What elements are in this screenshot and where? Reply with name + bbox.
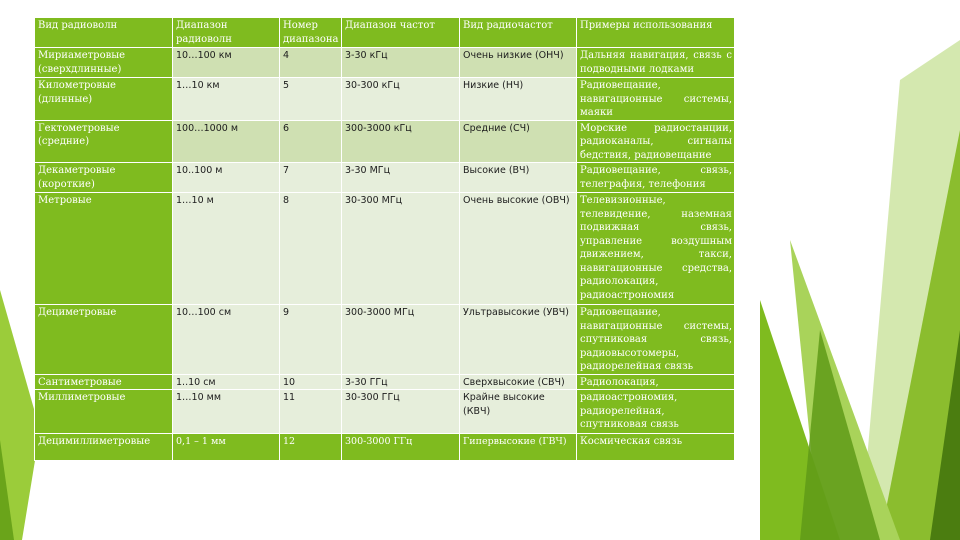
- wavelength-cell: 0,1 – 1 мм: [173, 434, 280, 461]
- table-row: [35, 163, 735, 193]
- header-cell: Номер диапазона: [280, 18, 342, 48]
- usage-cell: Радиовещание, навигационные системы, маяки: [577, 78, 735, 121]
- wave-type-cell: Миллиметровые: [35, 390, 173, 434]
- table-row: [35, 193, 735, 305]
- band-number-cell: 9: [280, 305, 342, 375]
- frequency-type-cell: Низкие (НЧ): [460, 78, 577, 121]
- wave-type-cell: Мириаметровые (сверхдлинные): [35, 48, 173, 78]
- frequency-type-cell: Очень высокие (ОВЧ): [460, 193, 577, 305]
- table-row: [35, 374, 735, 390]
- frequency-type-cell: Крайне высокие (КВЧ): [460, 390, 577, 434]
- wave-type-cell: Метровые: [35, 193, 173, 305]
- wavelength-cell: 1…10 мм: [173, 390, 280, 434]
- header-cell: Вид радиочастот: [460, 18, 577, 48]
- usage-cell: радиоастрономия, радиорелейная, спутниковая связь: [577, 390, 735, 434]
- radio-waves-table: [34, 17, 735, 461]
- header-cell: Вид радиоволн: [35, 18, 173, 48]
- wave-type-cell: Гектометровые (средние): [35, 120, 173, 163]
- wavelength-cell: 1..10 см: [173, 374, 280, 390]
- frequency-range-cell: 300-3000 МГц: [342, 305, 460, 375]
- frequency-range-cell: 300-3000 кГц: [342, 120, 460, 163]
- usage-cell: Морские радиостанции, радиоканалы, сигналы бедствия, радиовещание: [577, 120, 735, 163]
- frequency-type-cell: Средние (СЧ): [460, 120, 577, 163]
- usage-cell: Космическая связь: [577, 434, 735, 461]
- table-row: [35, 48, 735, 78]
- frequency-range-cell: 300-3000 ГГц: [342, 434, 460, 461]
- usage-cell: Дальняя навигация, связь с подводными лодками: [577, 48, 735, 78]
- frequency-range-cell: 30-300 кГц: [342, 78, 460, 121]
- frequency-type-cell: Гипервысокие (ГВЧ): [460, 434, 577, 461]
- header-cell: Диапазон радиоволн: [173, 18, 280, 48]
- wavelength-cell: 10..100 м: [173, 163, 280, 193]
- band-number-cell: 10: [280, 374, 342, 390]
- wave-type-cell: Децимиллиметровые: [35, 434, 173, 461]
- table-row: [35, 78, 735, 121]
- wavelength-cell: 10…100 см: [173, 305, 280, 375]
- frequency-range-cell: 30-300 МГц: [342, 193, 460, 305]
- wavelength-cell: 1…10 м: [173, 193, 280, 305]
- frequency-type-cell: Высокие (ВЧ): [460, 163, 577, 193]
- table-header-row: [35, 18, 735, 48]
- band-number-cell: 12: [280, 434, 342, 461]
- band-number-cell: 8: [280, 193, 342, 305]
- table-row: [35, 120, 735, 163]
- frequency-type-cell: Сверхвысокие (СВЧ): [460, 374, 577, 390]
- radio-waves-table-container: [34, 17, 734, 461]
- wavelength-cell: 1…10 км: [173, 78, 280, 121]
- band-number-cell: 5: [280, 78, 342, 121]
- frequency-range-cell: 30-300 ГГц: [342, 390, 460, 434]
- header-cell: Диапазон частот: [342, 18, 460, 48]
- table-row: [35, 390, 735, 434]
- band-number-cell: 6: [280, 120, 342, 163]
- wavelength-cell: 100…1000 м: [173, 120, 280, 163]
- wave-type-cell: Километровые (длинные): [35, 78, 173, 121]
- wavelength-cell: 10…100 км: [173, 48, 280, 78]
- frequency-range-cell: 3-30 ГГц: [342, 374, 460, 390]
- frequency-type-cell: Очень низкие (ОНЧ): [460, 48, 577, 78]
- usage-cell: Радиовещание, навигационные системы, спутниковая связь, радиовысотомеры, радиорелейная связь: [577, 305, 735, 375]
- frequency-type-cell: Ультравысокие (УВЧ): [460, 305, 577, 375]
- frequency-range-cell: 3-30 МГц: [342, 163, 460, 193]
- usage-cell: Телевизионные, телевидение, наземная подвижная связь, управление воздушным движением, такси, навигационные средства, радиолокация, радиоастрономия: [577, 193, 735, 305]
- band-number-cell: 11: [280, 390, 342, 434]
- wave-type-cell: Сантиметровые: [35, 374, 173, 390]
- usage-cell: Радиовещание, связь, телеграфия, телефония: [577, 163, 735, 193]
- table-row: [35, 434, 735, 461]
- header-cell: Примеры использования: [577, 18, 735, 48]
- wave-type-cell: Дециметровые: [35, 305, 173, 375]
- band-number-cell: 7: [280, 163, 342, 193]
- table-row: [35, 305, 735, 375]
- band-number-cell: 4: [280, 48, 342, 78]
- usage-cell: Радиолокация,: [577, 374, 735, 390]
- wave-type-cell: Декаметровые (короткие): [35, 163, 173, 193]
- frequency-range-cell: 3-30 кГц: [342, 48, 460, 78]
